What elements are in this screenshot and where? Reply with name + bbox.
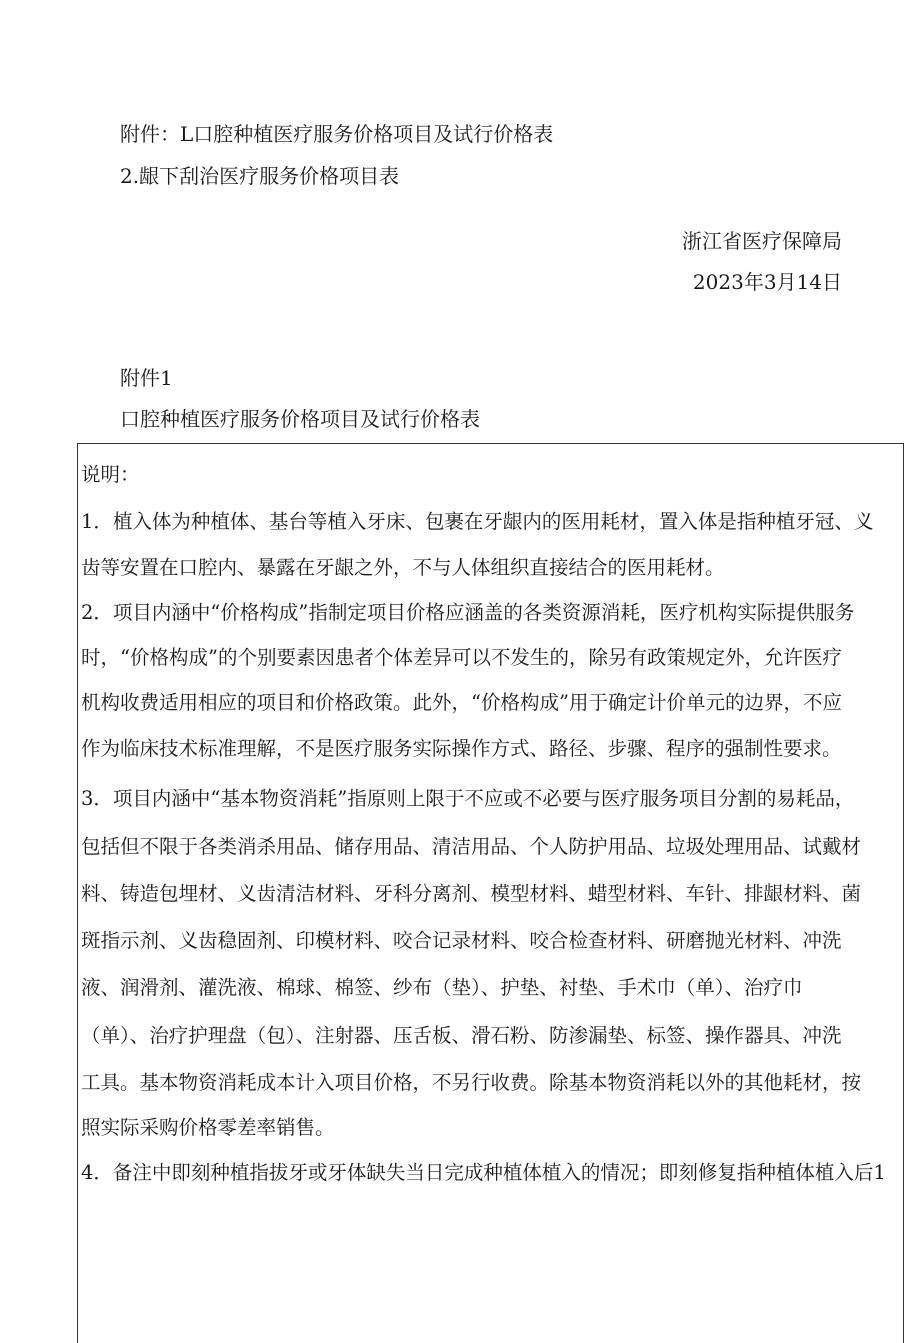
note-line: （单）、治疗护理盘（包）、注射器、压舌板、滑石粉、防渗漏垫、标签、操作器具、冲洗 [81, 1024, 842, 1047]
notes-table [77, 443, 904, 1343]
note-line: 机构收费适用相应的项目和价格政策。此外，“价格构成”用于确定计价单元的边界，不应 [81, 691, 842, 714]
note-line: 时，“价格构成”的个别要素因患者个体差异可以不发生的，除另有政策规定外，允许医疗 [81, 646, 842, 669]
annex-title: 口腔种植医疗服务价格项目及试行价格表 [120, 407, 480, 431]
signature-date: 2023年3月14日 [692, 270, 842, 294]
note-line: 1．植入体为种植体、基台等植入牙床、包裹在牙龈内的医用耗材，置入体是指种植牙冠、义 [81, 510, 874, 533]
note-line: 照实际采购价格零差率销售。 [81, 1116, 335, 1139]
note-line: 液、润滑剂、灌洗液、棉球、棉签、纱布（垫）、护垫、衬垫、手术巾（单）、治疗巾 [81, 976, 803, 999]
note-line: 工具。基本物资消耗成本计入项目价格，不另行收费。除基本物资消耗以外的其他耗材，按 [81, 1071, 862, 1094]
attachment-line-1: 附件：L口腔种植医疗服务价格项目及试行价格表 [120, 122, 554, 146]
annex-label: 附件1 [120, 366, 173, 390]
note-line: 料、铸造包埋材、义齿清洁材料、牙科分离剂、模型材料、蜡型材料、车针、排龈材料、菌 [81, 882, 862, 905]
attachment-line-2: 2.龈下刮治医疗服务价格项目表 [120, 164, 400, 188]
signature-org: 浙江省医疗保障局 [682, 229, 842, 253]
note-line: 作为临床技术标准理解，不是医疗服务实际操作方式、路径、步骤、程序的强制性要求。 [81, 737, 842, 760]
note-line: 2．项目内涵中“价格构成”指制定项目价格应涵盖的各类资源消耗，医疗机构实际提供服务 [81, 601, 855, 624]
note-line: 4．备注中即刻种植指拔牙或牙体缺失当日完成种植体植入的情况；即刻修复指种植体植入后1 [81, 1161, 886, 1184]
note-line: 3．项目内涵中“基本物资消耗”指原则上限于不应或不必要与医疗服务项目分割的易耗品， [81, 787, 855, 810]
note-line: 斑指示剂、义齿稳固剂、印模材料、咬合记录材料、咬合检查材料、研磨抛光材料、冲洗 [81, 929, 842, 952]
note-line: 齿等安置在口腔内、暴露在牙龈之外，不与人体组织直接结合的医用耗材。 [81, 556, 725, 579]
notes-heading: 说明： [81, 463, 140, 486]
note-line: 包括但不限于各类消杀用品、储存用品、清洁用品、个人防护用品、垃圾处理用品、试戴材 [81, 835, 862, 858]
